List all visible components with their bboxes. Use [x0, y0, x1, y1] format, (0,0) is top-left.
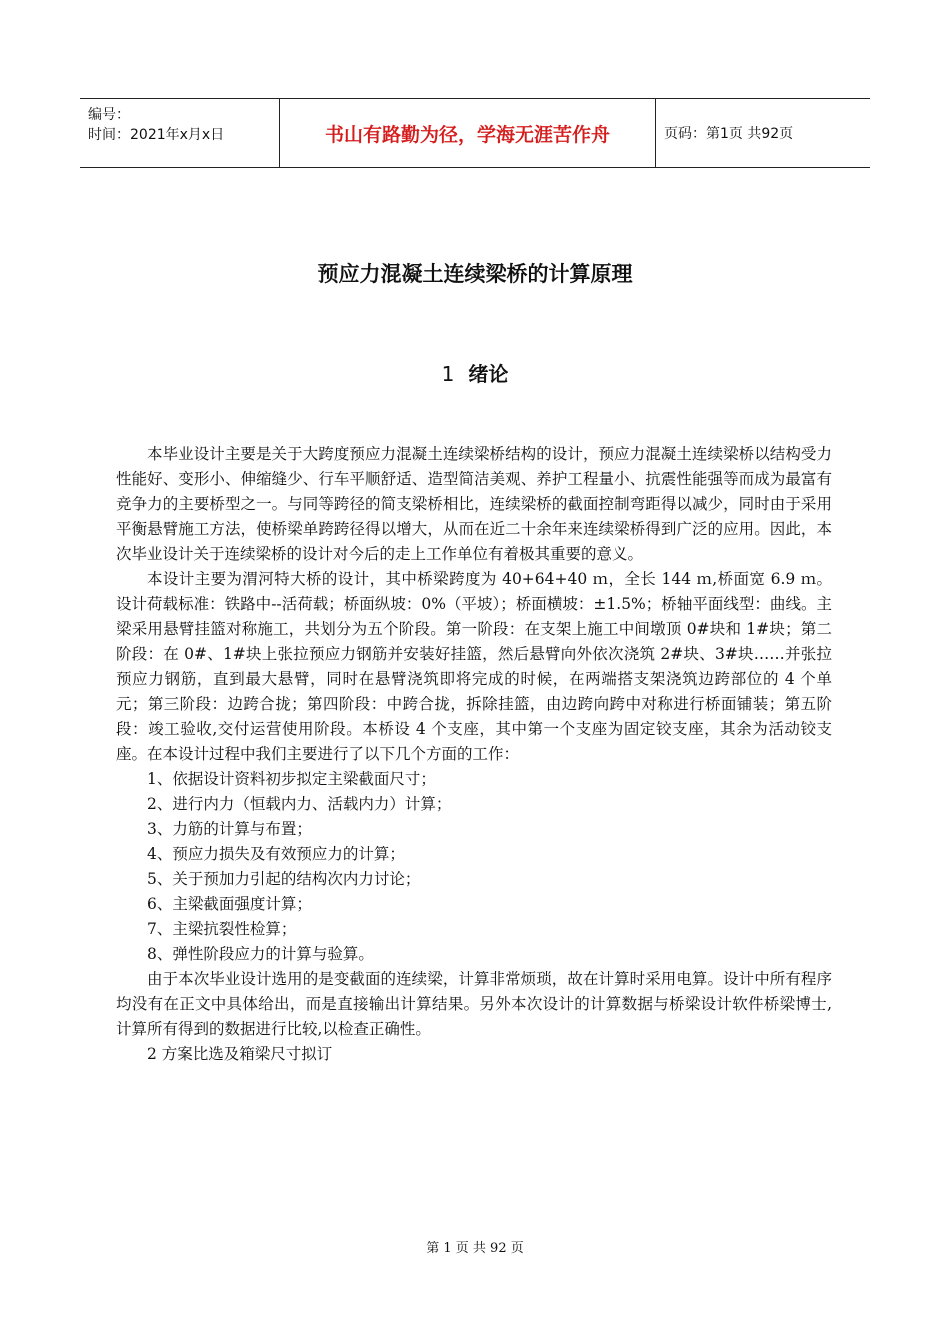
document-title: 预应力混凝土连续梁桥的计算原理 — [317, 262, 633, 286]
list-item: 5、关于预加力引起的结构次内力讨论； — [147, 870, 421, 888]
page-footer: 第 1 页 共 92 页 — [426, 1241, 524, 1256]
number-label: 编号： — [88, 107, 130, 123]
header-meta — [80, 99, 280, 167]
paragraph-computation: 由于本次毕业设计选用的是变截面的连续梁，计算非常烦琐，故在计算时采用电算。设计中所有程序均没有在正文中具体给出，而是直接输出计算结果。另外本次设计的计算数据与桥梁设计软件桥梁博士,计算所有得到的数据进行比较,以检查正确性。 — [116, 970, 832, 1038]
list-item: 1、依据设计资料初步拟定主梁截面尺寸； — [147, 770, 436, 788]
time-line: 时间：2021年x月x日 — [88, 127, 225, 143]
list-item: 2、进行内力（恒载内力、活载内力）计算； — [147, 795, 452, 813]
paragraph-design: 本设计主要为渭河特大桥的设计，其中桥梁跨度为 40+64+40 ｍ，全长 144 ｍ,桥面宽 6.9 ｍ。设计荷载标准：铁路中--活荷载；桥面纵坡：0%（平坡）；桥面横坡：±1.5%；桥轴平面线型：曲线。主梁采用悬臂挂篮对称施工，共划分为五个阶段。第一阶段：在支架上施工中间墩顶 0#块和 1#块；第二阶段：在 0#、1#块上张拉预应力钢筋并安装好挂篮，然后悬臂向外依次浇筑 2#块、3#块……并张拉预应力钢筋，直到最大悬臂，同时在悬臂浇筑即将完成的时候，在两端搭支架浇筑边跨部位的 4 个单元；第三阶段：边跨合拢；第四阶段：中跨合拢，拆除挂篮，由边跨向跨中对称进行桥面铺装；第五阶段：竣工验收,交付运营使用阶段。本桥设 4 个支座，其中第一个支座为固定铰支座，其余为活动铰支座。在本设计过程中我们主要进行了以下几个方面的工作： — [116, 570, 832, 763]
header-motto: 书山有路勤为径，学海无涯苦作舟 — [280, 99, 656, 167]
list-item: 8、弹性阶段应力的计算与验算。 — [147, 945, 374, 963]
chapter-label: 绪论 — [468, 362, 509, 386]
list-item: 3、力筋的计算与布置； — [147, 820, 312, 838]
next-section-heading: 2 方案比选及箱梁尺寸拟订 — [147, 1045, 333, 1063]
chapter-number: 1 — [441, 362, 455, 386]
chapter-heading — [0, 358, 950, 387]
header-page-info: 页码：第1页 共92页 — [664, 126, 794, 142]
list-item: 4、预应力损失及有效预应力的计算； — [147, 845, 405, 863]
list-item: 7、主梁抗裂性检算； — [147, 920, 297, 938]
document-body — [116, 442, 832, 1067]
paragraph-intro: 本毕业设计主要是关于大跨度预应力混凝土连续梁桥结构的设计，预应力混凝土连续梁桥以结构受力性能好、变形小、伸缩缝少、行车平顺舒适、造型简洁美观、养护工程量小、抗震性能强等而成为最富有竞争力的主要桥型之一。与同等跨径的简支梁桥相比，连续梁桥的截面控制弯距得以减少，同时由于采用平衡悬臂施工方法，使桥梁单跨跨径得以增大，从而在近二十余年来连续梁桥得到广泛的应用。因此，本次毕业设计关于连续梁桥的设计对今后的走上工作单位有着极其重要的意义。 — [116, 445, 832, 563]
document-header — [80, 98, 870, 168]
list-item: 6、主梁截面强度计算； — [147, 895, 312, 913]
